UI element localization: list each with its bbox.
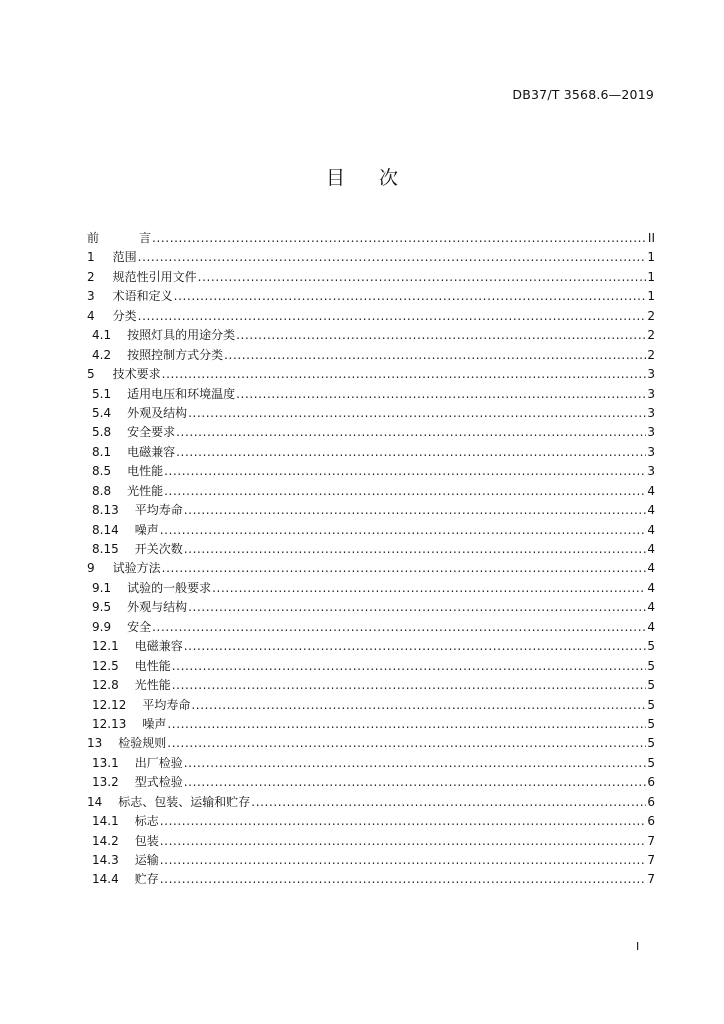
toc-entry-page: 2 (647, 308, 655, 323)
toc-entry[interactable] (87, 676, 655, 695)
toc-entry[interactable] (87, 773, 655, 792)
toc-entry[interactable] (87, 346, 655, 365)
toc-entry-number: 5.8 (92, 425, 112, 440)
toc-entry[interactable] (87, 443, 655, 462)
toc-entry-page: 4 (647, 542, 655, 556)
toc-entry-label: 分类 (112, 308, 137, 323)
toc-entry-number: 1 (87, 250, 95, 265)
toc-dot-leader (167, 715, 646, 734)
toc-entry-page: 3 (647, 444, 655, 459)
toc-entry[interactable] (87, 521, 655, 540)
toc-entry-number: 12.5 (92, 658, 119, 673)
toc-dot-leader (176, 423, 646, 442)
toc-entry[interactable] (87, 501, 655, 520)
toc-dot-leader (167, 734, 646, 753)
toc-entry-number: 12.1 (92, 639, 119, 654)
toc-entry-label: 外观与结构 (127, 600, 188, 615)
toc-entry[interactable] (87, 870, 655, 889)
toc-entry-page: 7 (647, 853, 655, 867)
toc-entry-number: 12.13 (92, 716, 127, 731)
toc-dot-leader (212, 579, 646, 598)
toc-entry-number: 14.1 (92, 814, 119, 829)
toc-entry[interactable] (87, 307, 655, 326)
toc-entry-page: 2 (647, 328, 655, 343)
toc-entry[interactable] (87, 812, 655, 831)
toc-dot-leader (138, 307, 647, 326)
toc-entry-number: 14.2 (92, 833, 119, 848)
toc-entry[interactable] (87, 618, 655, 637)
toc-entry[interactable] (87, 832, 655, 851)
toc-entry[interactable] (87, 462, 655, 481)
toc-title (0, 163, 724, 190)
toc-entry-label: 标志、包装、运输和贮存 (118, 794, 251, 809)
toc-entry-page: 5 (647, 639, 655, 654)
toc-dot-leader (184, 754, 647, 773)
toc-entry[interactable] (87, 734, 655, 753)
toc-entry-label: 按照控制方式分类 (127, 347, 224, 362)
toc-entry-label: 言 (139, 231, 152, 245)
toc-entry-number: 9 (87, 561, 95, 576)
toc-title-right: 次 (379, 167, 399, 189)
toc-entry-page: 7 (647, 833, 655, 848)
toc-entry-page: 4 (647, 619, 655, 634)
toc-entry-number: 5.4 (92, 405, 112, 420)
toc-entry[interactable] (87, 229, 655, 248)
toc-entry-label: 外观及结构 (127, 405, 188, 420)
toc-entry-page: 5 (647, 697, 655, 712)
table-of-contents (87, 229, 655, 890)
toc-entry[interactable] (87, 326, 655, 345)
toc-entry-number: 8.1 (92, 444, 112, 459)
toc-entry[interactable] (87, 268, 655, 287)
toc-dot-leader (172, 676, 647, 695)
toc-entry-number: 8.15 (92, 542, 119, 556)
toc-entry[interactable] (87, 657, 655, 676)
toc-entry-label: 标志 (134, 814, 159, 829)
toc-dot-leader (198, 268, 647, 287)
toc-entry[interactable] (87, 404, 655, 423)
toc-dot-leader (160, 851, 647, 870)
toc-dot-leader (176, 443, 646, 462)
toc-entry-number: 13.1 (92, 755, 119, 770)
toc-dot-leader (184, 501, 647, 520)
toc-dot-leader (138, 248, 647, 267)
toc-entry-page: 6 (647, 814, 655, 829)
toc-dot-leader (251, 793, 646, 812)
toc-entry-number: 4.2 (92, 347, 112, 362)
toc-entry-page: 6 (647, 794, 655, 809)
toc-entry-page: 4 (647, 600, 655, 615)
toc-dot-leader (188, 404, 646, 423)
toc-entry-number: 13.2 (92, 775, 119, 790)
toc-entry[interactable] (87, 423, 655, 442)
toc-dot-leader (160, 870, 647, 889)
toc-dot-leader (152, 618, 646, 637)
toc-entry[interactable] (87, 754, 655, 773)
toc-entry[interactable] (87, 540, 655, 559)
toc-entry-number: 4.1 (92, 328, 112, 343)
toc-entry-number: 3 (87, 289, 95, 304)
toc-entry-page: 5 (647, 678, 655, 693)
toc-entry-label: 试验方法 (112, 561, 161, 576)
toc-entry-label: 出厂检验 (134, 755, 183, 770)
toc-entry[interactable] (87, 482, 655, 501)
toc-entry-number: 8.13 (92, 503, 119, 518)
toc-entry-page: 3 (647, 464, 655, 479)
toc-dot-leader (160, 521, 647, 540)
toc-entry[interactable] (87, 637, 655, 656)
toc-dot-leader (236, 385, 646, 404)
toc-entry-page: 5 (647, 716, 655, 731)
toc-entry-page: 3 (647, 386, 655, 401)
toc-dot-leader (160, 832, 647, 851)
toc-entry-label: 噪声 (142, 716, 167, 731)
toc-entry-page: 6 (647, 775, 655, 790)
toc-entry-number: 2 (87, 269, 95, 284)
toc-entry[interactable] (87, 579, 655, 598)
toc-entry-label: 噪声 (134, 522, 159, 537)
toc-entry-number: 4 (87, 308, 95, 323)
toc-entry-label: 开关次数 (134, 542, 183, 556)
toc-entry-label: 电磁兼容 (134, 639, 183, 654)
page-number: I (636, 940, 640, 953)
toc-dot-leader (164, 482, 646, 501)
toc-entry-label: 按照灯具的用途分类 (127, 328, 236, 343)
toc-entry-label: 规范性引用文件 (112, 269, 197, 284)
toc-entry-page: 4 (647, 522, 655, 537)
toc-entry-number: 8.5 (92, 464, 112, 479)
toc-dot-leader (236, 326, 646, 345)
toc-dot-leader (164, 462, 646, 481)
toc-title-left: 目 (325, 167, 345, 189)
toc-entry-number: 5.1 (92, 386, 112, 401)
toc-dot-leader (174, 287, 647, 306)
toc-entry-number: 14.4 (92, 872, 119, 887)
toc-entry-label: 检验规则 (118, 736, 167, 751)
toc-entry[interactable] (87, 715, 655, 734)
toc-entry-number: 9.1 (92, 580, 112, 595)
toc-entry-number: 12.8 (92, 678, 119, 693)
toc-entry-number: 13 (87, 736, 103, 751)
toc-dot-leader (184, 637, 647, 656)
toc-entry-number: 9.9 (92, 619, 112, 634)
toc-entry-label: 电性能 (127, 464, 164, 479)
toc-entry-page: 4 (647, 561, 655, 576)
toc-entry[interactable] (87, 287, 655, 306)
toc-entry-page: 1 (647, 250, 655, 265)
toc-entry-label: 安全 (127, 619, 152, 634)
toc-entry-page: II (647, 231, 655, 245)
toc-entry-label: 适用电压和环境温度 (127, 386, 236, 401)
toc-entry-label: 光性能 (134, 678, 171, 693)
toc-entry-label: 电性能 (134, 658, 171, 673)
toc-entry-page: 5 (647, 658, 655, 673)
toc-dot-leader (184, 540, 647, 559)
toc-dot-leader (191, 696, 646, 715)
toc-entry-number: 9.5 (92, 600, 112, 615)
toc-entry[interactable] (87, 559, 655, 578)
toc-entry-number: 5 (87, 367, 95, 382)
toc-entry-label: 型式检验 (134, 775, 183, 790)
toc-dot-leader (184, 773, 647, 792)
toc-entry-label: 平均寿命 (134, 503, 183, 518)
toc-entry-number: 8.14 (92, 522, 119, 537)
toc-entry-label: 包装 (134, 833, 159, 848)
toc-entry-label: 技术要求 (112, 367, 161, 382)
toc-entry-label: 平均寿命 (142, 697, 191, 712)
toc-entry-number: 12.12 (92, 697, 127, 712)
toc-dot-leader (152, 229, 647, 248)
toc-entry-page: 3 (647, 367, 655, 382)
toc-entry[interactable] (87, 385, 655, 404)
toc-dot-leader (188, 598, 646, 617)
toc-entry[interactable] (87, 365, 655, 384)
toc-entry-page: 4 (647, 503, 655, 518)
toc-entry-label: 电磁兼容 (127, 444, 176, 459)
document-code: DB37/T 3568.6—2019 (512, 87, 654, 102)
toc-entry-label: 光性能 (127, 483, 164, 498)
toc-entry-page: 3 (647, 405, 655, 420)
toc-entry[interactable] (87, 248, 655, 267)
toc-entry-page: 3 (647, 425, 655, 440)
toc-entry-label: 贮存 (134, 872, 159, 887)
toc-entry-number: 8.8 (92, 483, 112, 498)
toc-entry-page: 5 (647, 736, 655, 751)
toc-dot-leader (160, 812, 647, 831)
toc-entry-label: 试验的一般要求 (127, 580, 212, 595)
toc-entry-number: 前 (87, 231, 100, 245)
toc-entry-label: 术语和定义 (112, 289, 173, 304)
toc-entry[interactable] (87, 696, 655, 715)
toc-entry-page: 1 (647, 289, 655, 304)
toc-entry[interactable] (87, 851, 655, 870)
toc-entry-number: 14.3 (92, 853, 119, 867)
toc-entry-number: 14 (87, 794, 103, 809)
toc-entry[interactable] (87, 793, 655, 812)
toc-dot-leader (162, 559, 647, 578)
toc-entry-page: 4 (647, 483, 655, 498)
toc-entry-page: 7 (647, 872, 655, 887)
toc-entry-page: 1 (647, 269, 655, 284)
toc-entry-page: 5 (647, 755, 655, 770)
toc-dot-leader (172, 657, 647, 676)
toc-entry-label: 范围 (112, 250, 137, 265)
toc-entry[interactable] (87, 598, 655, 617)
toc-dot-leader (162, 365, 647, 384)
toc-dot-leader (224, 346, 646, 365)
toc-entry-label: 运输 (134, 853, 159, 867)
toc-entry-page: 2 (647, 347, 655, 362)
toc-entry-page: 4 (647, 580, 655, 595)
toc-entry-label: 安全要求 (127, 425, 176, 440)
